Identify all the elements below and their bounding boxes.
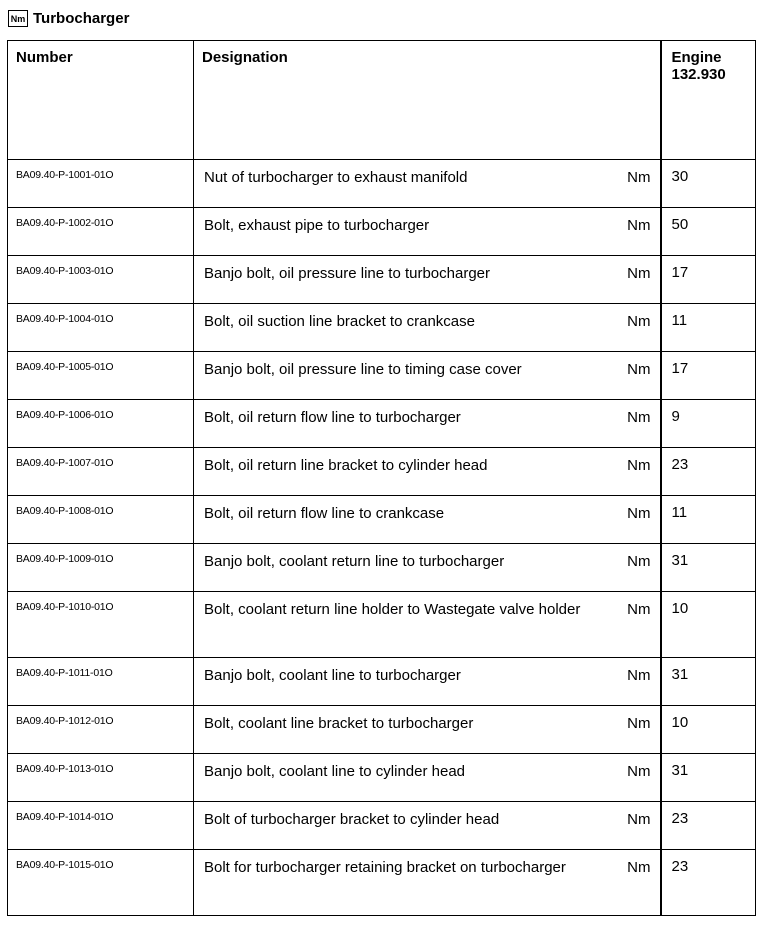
cell-designation bbox=[194, 658, 661, 706]
table-row bbox=[8, 754, 756, 802]
designation-wrap bbox=[204, 666, 660, 685]
designation-wrap bbox=[204, 360, 660, 379]
cell-torque-value: 17 bbox=[661, 256, 756, 304]
designation-text: Bolt, exhaust pipe to turbocharger bbox=[204, 217, 430, 234]
engine-label: Engine bbox=[671, 49, 722, 66]
designation-text: Bolt, oil return line bracket to cylinder head bbox=[204, 457, 488, 474]
table-row bbox=[8, 400, 756, 448]
unit-label: Nm bbox=[627, 217, 651, 234]
cell-designation bbox=[194, 544, 661, 592]
unit-label: Nm bbox=[627, 763, 651, 780]
unit-label: Nm bbox=[627, 811, 651, 828]
cell-designation bbox=[194, 304, 661, 352]
torque-table bbox=[7, 40, 756, 916]
cell-number: BA09.40-P-1004-01O bbox=[8, 304, 194, 352]
cell-designation bbox=[194, 160, 661, 208]
cell-designation bbox=[194, 592, 661, 658]
designation-wrap bbox=[204, 408, 660, 427]
cell-number: BA09.40-P-1011-01O bbox=[8, 658, 194, 706]
cell-designation bbox=[194, 256, 661, 304]
cell-number: BA09.40-P-1002-01O bbox=[8, 208, 194, 256]
unit-label: Nm bbox=[627, 169, 651, 186]
cell-number: BA09.40-P-1008-01O bbox=[8, 496, 194, 544]
cell-number: BA09.40-P-1010-01O bbox=[8, 592, 194, 658]
unit-label: Nm bbox=[627, 505, 651, 522]
cell-torque-value: 31 bbox=[661, 658, 756, 706]
table-row bbox=[8, 592, 756, 658]
table-row bbox=[8, 850, 756, 916]
table-row bbox=[8, 352, 756, 400]
cell-number: BA09.40-P-1005-01O bbox=[8, 352, 194, 400]
designation-text: Bolt of turbocharger bracket to cylinder head bbox=[204, 811, 500, 828]
cell-torque-value: 30 bbox=[661, 160, 756, 208]
column-header-number: Number bbox=[8, 41, 194, 160]
designation-text: Banjo bolt, oil pressure line to turbocharger bbox=[204, 265, 490, 282]
cell-designation bbox=[194, 448, 661, 496]
unit-label: Nm bbox=[627, 457, 651, 474]
table-row bbox=[8, 802, 756, 850]
table-row bbox=[8, 256, 756, 304]
designation-wrap bbox=[204, 714, 660, 733]
designation-wrap bbox=[204, 810, 660, 829]
cell-designation bbox=[194, 850, 661, 916]
cell-designation bbox=[194, 706, 661, 754]
nm-torque-icon bbox=[8, 10, 28, 27]
table-row bbox=[8, 658, 756, 706]
unit-label: Nm bbox=[627, 859, 651, 876]
cell-torque-value: 10 bbox=[661, 706, 756, 754]
cell-number: BA09.40-P-1006-01O bbox=[8, 400, 194, 448]
designation-text: Banjo bolt, coolant line to cylinder head bbox=[204, 763, 466, 780]
cell-torque-value: 9 bbox=[661, 400, 756, 448]
cell-designation bbox=[194, 352, 661, 400]
cell-designation bbox=[194, 208, 661, 256]
cell-torque-value: 23 bbox=[661, 802, 756, 850]
table-row bbox=[8, 160, 756, 208]
column-header-engine bbox=[661, 41, 756, 160]
cell-number: BA09.40-P-1014-01O bbox=[8, 802, 194, 850]
designation-wrap bbox=[204, 762, 660, 781]
unit-label: Nm bbox=[627, 313, 651, 330]
designation-wrap bbox=[204, 552, 660, 571]
page-header bbox=[8, 6, 129, 30]
unit-label: Nm bbox=[627, 601, 651, 618]
designation-wrap bbox=[204, 456, 660, 475]
table-row bbox=[8, 304, 756, 352]
cell-torque-value: 23 bbox=[661, 850, 756, 916]
cell-torque-value: 17 bbox=[661, 352, 756, 400]
cell-number: BA09.40-P-1013-01O bbox=[8, 754, 194, 802]
designation-wrap bbox=[204, 504, 660, 523]
cell-number: BA09.40-P-1015-01O bbox=[8, 850, 194, 916]
unit-label: Nm bbox=[627, 409, 651, 426]
cell-designation bbox=[194, 496, 661, 544]
unit-label: Nm bbox=[627, 715, 651, 732]
cell-torque-value: 23 bbox=[661, 448, 756, 496]
designation-text: Bolt for turbocharger retaining bracket on turbocharger bbox=[204, 859, 566, 876]
designation-text: Bolt, oil return flow line to crankcase bbox=[204, 505, 445, 522]
designation-wrap bbox=[204, 600, 660, 619]
unit-label: Nm bbox=[627, 265, 651, 282]
cell-torque-value: 31 bbox=[661, 754, 756, 802]
designation-wrap bbox=[204, 858, 660, 877]
table-row bbox=[8, 706, 756, 754]
cell-torque-value: 10 bbox=[661, 592, 756, 658]
unit-label: Nm bbox=[627, 361, 651, 378]
designation-text: Nut of turbocharger to exhaust manifold bbox=[204, 169, 468, 186]
unit-label: Nm bbox=[627, 553, 651, 570]
column-header-designation: Designation bbox=[194, 41, 661, 160]
designation-text: Banjo bolt, coolant return line to turbocharger bbox=[204, 553, 505, 570]
unit-label: Nm bbox=[627, 667, 651, 684]
cell-number: BA09.40-P-1012-01O bbox=[8, 706, 194, 754]
cell-number: BA09.40-P-1001-01O bbox=[8, 160, 194, 208]
cell-number: BA09.40-P-1009-01O bbox=[8, 544, 194, 592]
designation-wrap bbox=[204, 312, 660, 331]
cell-torque-value: 11 bbox=[661, 304, 756, 352]
designation-wrap bbox=[204, 264, 660, 283]
cell-designation bbox=[194, 802, 661, 850]
cell-designation bbox=[194, 400, 661, 448]
nm-icon-text: Nm bbox=[10, 13, 26, 24]
table-row bbox=[8, 208, 756, 256]
table-row bbox=[8, 496, 756, 544]
designation-text: Bolt, oil return flow line to turbocharger bbox=[204, 409, 461, 426]
cell-torque-value: 31 bbox=[661, 544, 756, 592]
designation-text: Bolt, coolant return line holder to Wastegate valve holder bbox=[204, 601, 581, 618]
table-header-row bbox=[8, 41, 756, 160]
page-title: Turbocharger bbox=[33, 9, 130, 27]
engine-model: 132.930 bbox=[671, 66, 726, 83]
designation-wrap bbox=[204, 168, 660, 187]
designation-text: Bolt, coolant line bracket to turbocharger bbox=[204, 715, 474, 732]
designation-text: Bolt, oil suction line bracket to crankcase bbox=[204, 313, 475, 330]
cell-number: BA09.40-P-1003-01O bbox=[8, 256, 194, 304]
table-body bbox=[8, 160, 756, 916]
cell-designation bbox=[194, 754, 661, 802]
table-row bbox=[8, 448, 756, 496]
cell-torque-value: 11 bbox=[661, 496, 756, 544]
cell-torque-value: 50 bbox=[661, 208, 756, 256]
designation-text: Banjo bolt, oil pressure line to timing case cover bbox=[204, 361, 522, 378]
designation-text: Banjo bolt, coolant line to turbocharger bbox=[204, 667, 461, 684]
table-row bbox=[8, 544, 756, 592]
cell-number: BA09.40-P-1007-01O bbox=[8, 448, 194, 496]
designation-wrap bbox=[204, 216, 660, 235]
